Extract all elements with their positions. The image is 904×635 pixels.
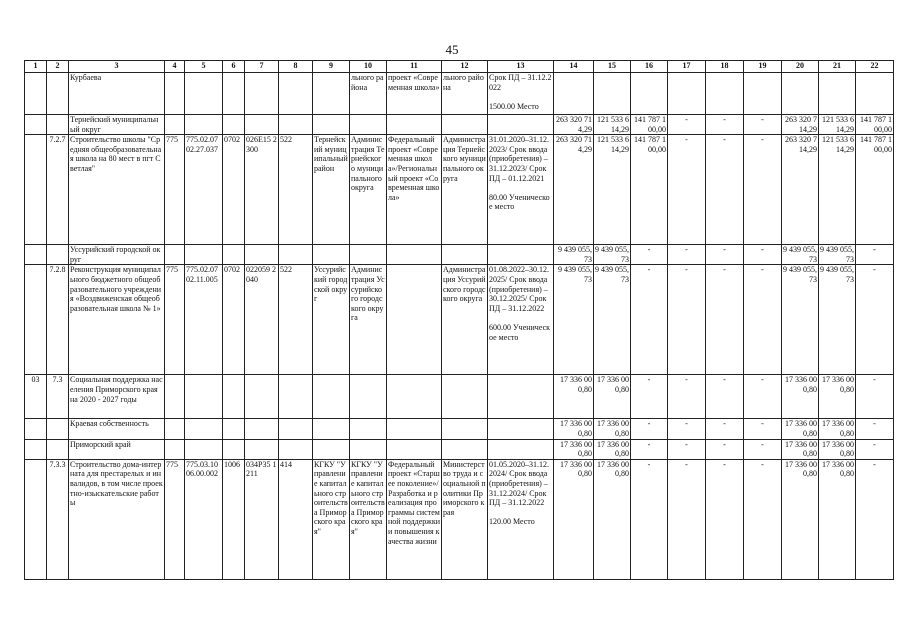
table-cell: [245, 245, 279, 265]
table-cell: 775: [165, 265, 185, 375]
table-cell: [47, 439, 69, 459]
table-cell: -: [744, 419, 782, 439]
column-header: 10: [350, 61, 387, 73]
table-cell: 17 336 000,80: [819, 419, 856, 439]
table-cell: 263 320 714,29: [554, 115, 594, 135]
table-cell: -: [744, 135, 782, 245]
table-cell: [165, 73, 185, 115]
table-cell: [350, 439, 387, 459]
table-row: [25, 115, 894, 135]
table-cell: [350, 245, 387, 265]
table-cell: 141 787 100,00: [856, 115, 894, 135]
table-cell: [554, 73, 594, 115]
column-header: 13: [488, 61, 554, 73]
column-header: 19: [744, 61, 782, 73]
table-cell: -: [856, 375, 894, 419]
table-row: [25, 419, 894, 439]
table-cell: [488, 419, 554, 439]
table-cell: [245, 73, 279, 115]
column-header: 3: [69, 61, 165, 73]
table-cell: Уссурийский городской округ: [313, 265, 350, 375]
table-cell: [313, 73, 350, 115]
table-cell: КГКУ "Управление капитального строительства Приморского края": [350, 459, 387, 579]
table-cell: 7.3.3: [47, 459, 69, 579]
table-cell: [488, 439, 554, 459]
column-header: 8: [279, 61, 313, 73]
table-cell: [245, 115, 279, 135]
table-cell: [442, 439, 488, 459]
table-cell: 775.02.07 02.27.037: [185, 135, 223, 245]
table-cell: 9 439 055,73: [554, 265, 594, 375]
table-cell: [47, 419, 69, 439]
table-cell: Тернейский муниципальный округ: [69, 115, 165, 135]
table-cell: -: [744, 245, 782, 265]
table-cell: [313, 375, 350, 419]
column-header: 4: [165, 61, 185, 73]
table-cell: [279, 73, 313, 115]
table-cell: [165, 439, 185, 459]
table-cell: [185, 245, 223, 265]
table-cell: [25, 439, 47, 459]
column-header: 18: [706, 61, 744, 73]
table-cell: [279, 439, 313, 459]
table-cell: -: [706, 115, 744, 135]
column-header: 11: [387, 61, 442, 73]
table-row: [25, 135, 894, 245]
table-cell: 026E15 2300: [245, 135, 279, 245]
table-cell: -: [631, 375, 668, 419]
table-cell: Реконструкция муниципального бюджетного общеобразовательного учреждения «Воздвиженская общеобразовательная школа № 1»: [69, 265, 165, 375]
table-cell: 17 336 000,80: [554, 439, 594, 459]
table-cell: 9 439 055,73: [595, 245, 629, 264]
table-cell: [442, 419, 488, 439]
table-cell: 121 533 614,29: [819, 115, 856, 135]
table-cell: [706, 73, 744, 115]
header-row: [25, 61, 894, 73]
page-number: 45: [445, 42, 459, 57]
table-row: [25, 459, 894, 579]
table-cell: 0702: [223, 265, 245, 375]
table-cell: 263 320 714,29: [782, 135, 819, 245]
table-cell: [25, 135, 47, 245]
table-cell: [185, 419, 223, 439]
table-cell: 0702: [223, 135, 245, 245]
column-header: 21: [819, 61, 856, 73]
table-row: [25, 265, 894, 375]
table-cell: 775: [165, 135, 185, 245]
table-cell: [279, 115, 313, 135]
table-cell: [25, 419, 47, 439]
table-cell: [668, 73, 706, 115]
table-cell: 17 336 000,80: [594, 439, 631, 459]
table-cell: 141 787 100,00: [856, 135, 894, 245]
table-cell: [313, 439, 350, 459]
table-cell: [223, 375, 245, 419]
column-header: 7: [245, 61, 279, 73]
column-header: 16: [631, 61, 668, 73]
table-cell: [387, 115, 442, 135]
column-header: 12: [442, 61, 488, 73]
table-cell: 775.03.10 06.00.002: [185, 459, 223, 579]
table-cell: [223, 419, 245, 439]
table-cell: [744, 73, 782, 115]
table-cell: [631, 73, 668, 115]
table-cell: [245, 439, 279, 459]
table-cell: проект «Современная школа»: [387, 73, 442, 115]
table-cell: [165, 419, 185, 439]
table-cell: Федеральный проект «Старшее поколение»/Разработка и реализация программы системной поддержки и повышения качества жизни: [387, 459, 442, 579]
table-cell: [488, 115, 554, 135]
table-cell: Администрация Уссурийского городского округа: [350, 265, 387, 375]
table-cell: [165, 115, 185, 135]
table-cell: [165, 375, 185, 419]
column-header: 5: [185, 61, 223, 73]
table-cell: [488, 375, 554, 419]
table-cell: 17 336 000,80: [819, 459, 856, 579]
table-cell: -: [668, 439, 706, 459]
table-cell: 7.2.8: [47, 265, 69, 375]
table-cell: [856, 73, 894, 115]
table-cell: [223, 245, 245, 265]
table-cell: [223, 115, 245, 135]
table-cell: 17 336 000,80: [782, 439, 819, 459]
table-cell: -: [856, 439, 894, 459]
table-cell: -: [668, 245, 706, 265]
table-cell: 01.08.2022–30.12.2025/ Срок ввода (приобретения) – 30.12.2025/ Срок ПД – 31.12.2022 600.00 Ученическое место: [488, 265, 554, 375]
table-cell: [387, 375, 442, 419]
table-cell: [25, 245, 47, 265]
table-cell: [185, 73, 223, 115]
table-cell: [313, 419, 350, 439]
table-cell: 01.05.2020–31.12.2024/ Срок ввода (приобретения) – 31.12.2024/ Срок ПД – 31.12.2022 120.00 Место: [488, 459, 554, 579]
table-cell: -: [631, 265, 668, 375]
table-cell: [782, 73, 819, 115]
table-cell: льного района: [442, 73, 488, 115]
table-cell: [350, 419, 387, 439]
table-cell: [25, 265, 47, 375]
table-cell: 9 439 055,73: [819, 265, 856, 375]
table-row: [25, 375, 894, 419]
table-cell: [350, 115, 387, 135]
table-cell: 775: [165, 459, 185, 579]
table-cell: -: [744, 375, 782, 419]
table-cell: 17 336 000,80: [819, 375, 856, 419]
table-cell: [442, 245, 488, 265]
table-cell: 17 336 000,80: [554, 375, 594, 419]
table-cell: [223, 439, 245, 459]
table-cell: [442, 115, 488, 135]
table-cell: 141 787 100,00: [631, 135, 668, 245]
table-cell: [185, 375, 223, 419]
table-cell: 17 336 000,80: [554, 419, 594, 439]
table-cell: [185, 115, 223, 135]
column-header: 14: [554, 61, 594, 73]
table-cell: 522: [279, 265, 313, 375]
table-cell: -: [668, 265, 706, 375]
table-cell: [245, 375, 279, 419]
table-cell: Курбаева: [69, 73, 165, 115]
table-cell: -: [744, 265, 782, 375]
column-header: 6: [223, 61, 245, 73]
table-cell: -: [631, 439, 668, 459]
table-cell: [313, 115, 350, 135]
table-cell: [279, 375, 313, 419]
table-cell: Администрация Тернейского муниципального округа: [350, 135, 387, 245]
table-cell: 9 439 055,73: [820, 245, 854, 264]
table-cell: 17 336 000,80: [594, 375, 631, 419]
table-cell: -: [744, 459, 782, 579]
table-cell: -: [706, 245, 744, 265]
column-header: 15: [594, 61, 631, 73]
column-header: 17: [668, 61, 706, 73]
table-cell: 022059 2040: [245, 265, 279, 375]
table-cell: 263 320 714,29: [782, 115, 819, 135]
table-row: [25, 245, 894, 265]
table-body: [25, 73, 894, 580]
table-cell: Приморский край: [69, 439, 165, 459]
table-cell: [165, 245, 185, 265]
table-cell: -: [706, 375, 744, 419]
table-cell: КГКУ "Управление капитального строительства Приморского края": [313, 459, 350, 579]
table-cell: [594, 73, 631, 115]
table-cell: 17 336 000,80: [594, 419, 631, 439]
table-cell: -: [631, 459, 668, 579]
table-cell: -: [706, 459, 744, 579]
table-cell: -: [744, 115, 782, 135]
table-cell: -: [668, 419, 706, 439]
budget-table: [24, 60, 894, 580]
table-cell: Краевая собственность: [69, 419, 165, 439]
table-cell: [185, 439, 223, 459]
table-cell: [245, 419, 279, 439]
table-cell: 17 336 000,80: [594, 459, 631, 579]
table-cell: 141 787 100,00: [631, 115, 668, 135]
table-cell: [387, 419, 442, 439]
table-cell: 034P35 1211: [245, 459, 279, 579]
table-cell: [279, 419, 313, 439]
table-cell: 17 336 000,80: [782, 375, 819, 419]
table-cell: Уссурийский городской округ: [69, 245, 165, 265]
table-cell: 9 439 055,73: [554, 245, 594, 265]
table-cell: [223, 73, 245, 115]
table-cell: -: [668, 135, 706, 245]
table-cell: [387, 439, 442, 459]
table-cell: льного района: [350, 73, 387, 115]
table-cell: 414: [279, 459, 313, 579]
table-cell: [47, 115, 69, 135]
column-header: 2: [47, 61, 69, 73]
table-cell: [47, 245, 69, 265]
table-cell: [25, 73, 47, 115]
table-cell: Социальная поддержка населения Приморского края на 2020 - 2027 годы: [69, 375, 165, 419]
table-cell: -: [856, 245, 894, 265]
table-cell: -: [744, 439, 782, 459]
table-cell: Администрация Уссурийского городского округа: [442, 265, 488, 375]
table-cell: 9 439 055,73: [783, 245, 817, 264]
table-cell: 263 320 714,29: [554, 135, 594, 245]
table-cell: [488, 245, 554, 265]
table-row: [25, 73, 894, 115]
table-cell: Федеральный проект «Современная школа»/Региональный проект «Современная школа»: [387, 135, 442, 245]
table-cell: -: [856, 459, 894, 579]
table-cell: [25, 115, 47, 135]
table-cell: [387, 265, 442, 375]
table-cell: 03: [25, 375, 47, 419]
table-cell: -: [856, 265, 894, 375]
table-cell: -: [631, 245, 668, 265]
table-cell: Министерство труда и социальной политики Приморского края: [442, 459, 488, 579]
table-cell: [313, 245, 350, 265]
column-header: 1: [25, 61, 47, 73]
table-cell: -: [706, 265, 744, 375]
table-cell: 121 533 614,29: [594, 135, 631, 245]
table-cell: 121 533 614,29: [594, 115, 631, 135]
table-cell: [819, 73, 856, 115]
table-cell: -: [631, 419, 668, 439]
table-cell: [25, 459, 47, 579]
table-cell: -: [706, 419, 744, 439]
table-cell: 1006: [223, 459, 245, 579]
table-cell: 121 533 614,29: [819, 135, 856, 245]
table-cell: 17 336 000,80: [554, 459, 594, 579]
table-cell: [47, 73, 69, 115]
table-cell: 9 439 055,73: [782, 265, 819, 375]
table-cell: 17 336 000,80: [782, 459, 819, 579]
table-cell: -: [706, 439, 744, 459]
column-header: 9: [313, 61, 350, 73]
table-cell: [350, 375, 387, 419]
table-cell: 17 336 000,80: [819, 439, 856, 459]
table-cell: 7.3: [47, 375, 69, 419]
table-cell: Строительство школы "Средняя общеобразовательная школа на 80 мест в пгт Светлая": [69, 135, 165, 245]
table-cell: [387, 245, 442, 265]
table-cell: Срок ПД – 31.12.2022 1500.00 Место: [488, 73, 554, 115]
column-header: 22: [856, 61, 894, 73]
column-header: 20: [782, 61, 819, 73]
table-cell: -: [856, 419, 894, 439]
table-cell: [442, 375, 488, 419]
table-cell: -: [668, 459, 706, 579]
table-cell: Администрация Тернейского муниципального округа: [442, 135, 488, 245]
table-cell: Строительство дома-интерната для престарелых и инвалидов, в том числе проектно-изыскательские работы: [69, 459, 165, 579]
table-cell: 522: [279, 135, 313, 245]
table-cell: 775.02.07 02.11.005: [185, 265, 223, 375]
table-cell: 17 336 000,80: [782, 419, 819, 439]
table-cell: -: [668, 115, 706, 135]
table-row: [25, 439, 894, 459]
table-cell: 9 439 055,73: [594, 265, 631, 375]
table-cell: [279, 245, 313, 265]
table-cell: -: [706, 135, 744, 245]
table-cell: 31.01.2020–31.12.2023/ Срок ввода (приобретения) – 31.12.2023/ Срок ПД – 01.12.2021 80.00 Ученическое место: [488, 135, 554, 245]
table-cell: 7.2.7: [47, 135, 69, 245]
table-cell: Тернейский муниципальный район: [313, 135, 350, 245]
table-cell: -: [668, 375, 706, 419]
